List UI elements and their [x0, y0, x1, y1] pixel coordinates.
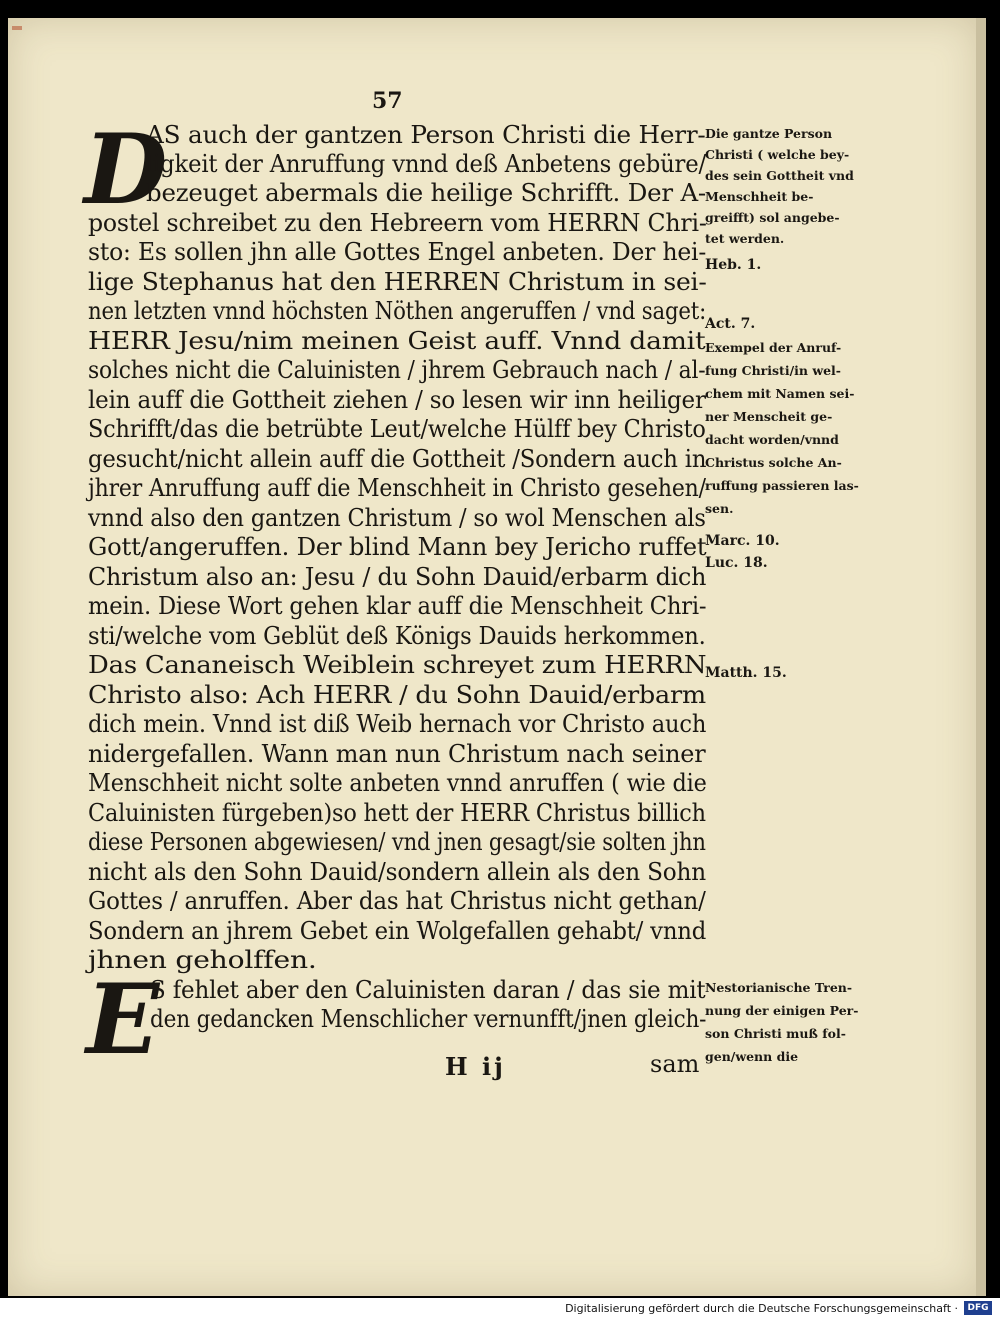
text-line: nen letzten vnnd höchsten Nöthen angeruffen / vnd saget:	[88, 296, 707, 325]
margin-note: Die gantze Person	[705, 126, 833, 141]
text-line: S fehlet aber den Caluinisten daran / das sie mit	[150, 975, 706, 1004]
footer-credit: Digitalisierung gefördert durch die Deutsche Forschungsgemeinschaft ·	[565, 1302, 958, 1315]
library-stamp	[12, 26, 22, 30]
text-line: lein auff die Gottheit ziehen / so lesen wir inn heiliger	[88, 385, 706, 414]
text-line: mein. Diese Wort gehen klar auff die Menschheit Chri-	[88, 591, 707, 620]
text-line: jhnen geholffen.	[88, 945, 317, 974]
text-line: Menschheit nicht solte anbeten vnnd anruffen ( wie die	[88, 768, 707, 797]
text-line: Gott/angeruffen. Der blind Mann bey Jericho ruffet	[88, 532, 707, 561]
margin-reference: Heb. 1.	[705, 257, 762, 273]
margin-note: tet werden.	[705, 231, 785, 246]
margin-note: nung der einigen Per-	[705, 1003, 859, 1018]
decorative-initial-e: E	[86, 963, 160, 1076]
margin-note: son Christi muß fol-	[705, 1026, 846, 1041]
margin-note: ner Menscheit ge-	[705, 409, 833, 424]
text-line: Das Cananeisch Weiblein schreyet zum HERRN	[88, 650, 707, 679]
margin-note: Christus solche An-	[705, 455, 842, 470]
text-line: vnnd also den gantzen Christum / so wol Menschen als	[88, 503, 706, 532]
text-line: nicht als den Sohn Dauid/sondern allein als den Sohn	[88, 857, 707, 886]
decorative-initial-d: D	[84, 113, 168, 226]
margin-note: ruffung passieren las-	[705, 478, 859, 493]
margin-note: des sein Gottheit vnd	[705, 168, 854, 183]
text-line: sti/welche vom Geblüt deß Königs Dauids herkommen.	[88, 621, 706, 650]
text-line: gesucht/nicht allein auff die Gottheit /Sondern auch in	[88, 444, 707, 473]
text-line: diese Personen abgewiesen/ vnd jnen gesagt/sie solten jhn	[88, 827, 706, 856]
page-number: 57	[372, 88, 403, 114]
margin-note: Menschheit be-	[705, 189, 814, 204]
text-line: Gottes / anruffen. Aber das hat Christus nicht gethan/	[88, 886, 706, 915]
text-line: Christum also an: Jesu / du Sohn Dauid/erbarm dich	[88, 562, 707, 591]
margin-reference: Luc. 18.	[705, 555, 768, 571]
text-line: Schrifft/das die betrübte Leut/welche Hülff bey Christo	[88, 414, 706, 443]
text-line: lige Stephanus hat den HERREN Christum in sei-	[88, 267, 707, 296]
margin-note: greifft) sol angebe-	[705, 210, 840, 225]
text-line: jhrer Anruffung auff die Menschheit in Christo gesehen/	[88, 473, 706, 502]
margin-note: dacht worden/vnnd	[705, 432, 839, 447]
text-line: bezeuget abermals die heilige Schrifft. Der A-	[146, 178, 706, 207]
margin-reference: Act. 7.	[705, 316, 756, 332]
text-line: Christo also: Ach HERR / du Sohn Dauid/erbarm	[88, 680, 706, 709]
text-line: postel schreibet zu den Hebreern vom HERRN Chri-	[88, 208, 707, 237]
margin-note: chem mit Namen sei-	[705, 386, 855, 401]
text-line: nidergefallen. Wann man nun Christum nach seiner	[88, 739, 706, 768]
catchword: sam	[650, 1050, 700, 1078]
text-line: sto: Es sollen jhn alle Gottes Engel anbeten. Der hei-	[88, 237, 707, 266]
margin-note: Nestorianische Tren-	[705, 980, 853, 995]
text-line: den gedancken Menschlicher vernunfft/jnen gleich-	[150, 1004, 707, 1033]
dfg-logo: DFG	[964, 1301, 992, 1315]
margin-note: sen.	[705, 501, 734, 516]
margin-note: Christi ( welche bey-	[705, 147, 850, 162]
margin-reference: Matth. 15.	[705, 665, 787, 681]
text-line: Caluinisten fürgeben)so hett der HERR Christus billich	[88, 798, 706, 827]
text-line: dich mein. Vnnd ist diß Weib hernach vor Christo auch	[88, 709, 707, 738]
margin-note: gen/wenn die	[705, 1049, 799, 1064]
signature-mark: H ij	[445, 1052, 506, 1081]
text-line: Sondern an jhrem Gebet ein Wolgefallen gehabt/ vnnd	[88, 916, 707, 945]
page-edge	[976, 18, 986, 1296]
text-line: solches nicht die Caluinisten / jhrem Gebrauch nach / al-	[88, 355, 706, 384]
margin-note: Exempel der Anruf-	[705, 340, 842, 355]
text-line: AS auch der gantzen Person Christi die Herr-	[146, 120, 706, 149]
margin-note: fung Christi/in wel-	[705, 363, 841, 378]
text-line: HERR Jesu/nim meinen Geist auff. Vnnd damit	[88, 326, 706, 355]
margin-reference: Marc. 10.	[705, 533, 780, 549]
text-line: ligkeit der Anruffung vnnd deß Anbetens gebüre/	[146, 149, 706, 178]
